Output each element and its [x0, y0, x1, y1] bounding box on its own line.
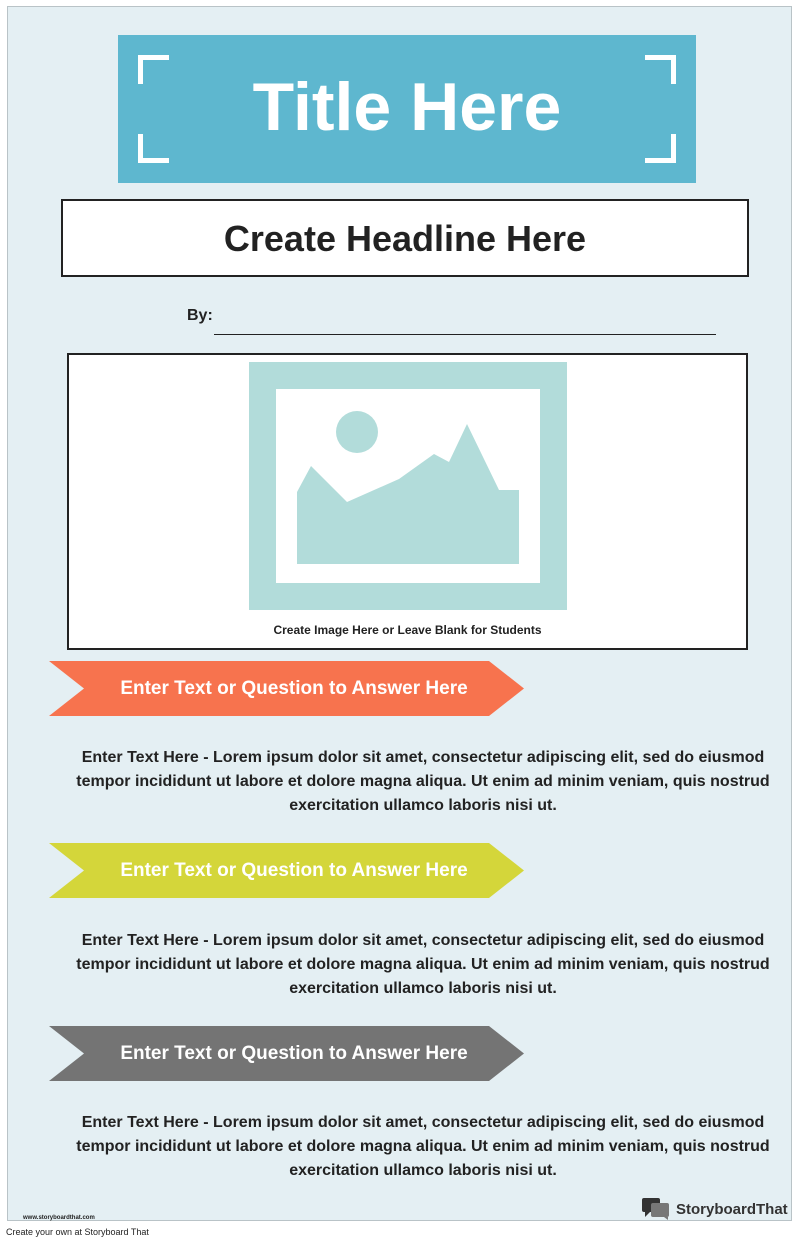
byline-underline[interactable] [214, 334, 716, 335]
section-banner-2[interactable] [49, 843, 524, 898]
section-heading: Enter Text or Question to Answer Here [120, 1043, 468, 1064]
poster-title[interactable]: Title Here [252, 69, 562, 145]
title-banner [118, 35, 696, 183]
storyboardthat-logo[interactable] [642, 1197, 792, 1221]
section-body-text[interactable]: Enter Text Here - Lorem ipsum dolor sit amet, consectetur adipiscing elit, sed do eiusmod tempor incididunt ut labore et dolore magna aliqua. Ut enim ad minim veniam, quis nostrud exercitation ullamco laboris nisi ut. [76, 932, 770, 997]
section-banner-3[interactable] [49, 1026, 524, 1081]
section-heading: Enter Text or Question to Answer Here [120, 860, 468, 881]
section-heading: Enter Text or Question to Answer Here [120, 678, 468, 699]
logo-text: StoryboardThat [676, 1200, 788, 1218]
image-caption: Create Image Here or Leave Blank for Students [273, 623, 542, 637]
section-banner-1[interactable] [49, 661, 524, 716]
image-placeholder-icon [249, 362, 567, 610]
speech-bubbles-icon [642, 1198, 670, 1220]
image-box[interactable] [67, 353, 748, 650]
section-body-text[interactable]: Enter Text Here - Lorem ipsum dolor sit amet, consectetur adipiscing elit, sed do eiusmod tempor incididunt ut labore et dolore magna aliqua. Ut enim ad minim veniam, quis nostrud exercitation ullamco laboris nisi ut. [76, 749, 770, 814]
headline: Create Headline Here [223, 218, 587, 259]
bottom-caption[interactable]: Create your own at Storyboard That [6, 1227, 149, 1237]
byline-label: By: [187, 307, 213, 324]
poster [7, 6, 792, 1221]
footer-url[interactable]: www.storyboardthat.com [23, 1215, 95, 1221]
headline-box[interactable] [61, 199, 749, 277]
section-body-text[interactable]: Enter Text Here - Lorem ipsum dolor sit amet, consectetur adipiscing elit, sed do eiusmod tempor incididunt ut labore et dolore magna aliqua. Ut enim ad minim veniam, quis nostrud exercitation ullamco laboris nisi ut. [76, 1114, 770, 1179]
